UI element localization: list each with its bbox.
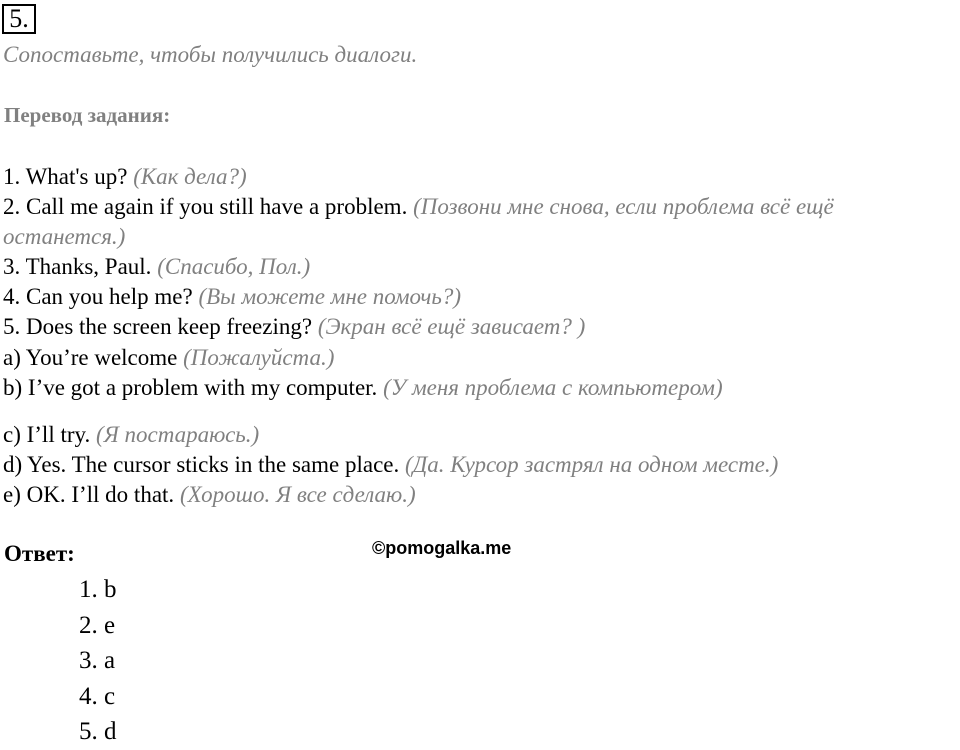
answer-list: [79, 572, 117, 750]
item-english: 4. Can you help me?: [3, 284, 193, 309]
item-translation: (Хорошо. Я все сделаю.): [179, 482, 416, 507]
item-translation: (Спасибо, Пол.): [157, 254, 311, 279]
answer-item-5: 5. d: [79, 718, 117, 745]
task-number: 5.: [2, 4, 36, 34]
dialogue-item-c: [3, 421, 259, 449]
item-english: 2. Call me again if you still have a problem.: [3, 194, 408, 219]
task-instruction: Сопоставьте, чтобы получились диалоги.: [3, 42, 418, 67]
item-english: b) I’ve got a problem with my computer.: [3, 375, 378, 400]
dialogue-item-4: [3, 283, 461, 311]
dialogue-item-1: [3, 163, 247, 191]
answer-item-1: 1. b: [79, 576, 117, 603]
dialogue-item-a: [3, 344, 334, 372]
answer-heading: Ответ:: [4, 541, 75, 566]
dialogue-item-2: [3, 192, 958, 252]
item-translation: (У меня проблема с компьютером): [383, 375, 723, 400]
answer-item-3: 3. a: [79, 647, 116, 674]
item-english: a) You’re welcome: [3, 345, 178, 370]
item-english: d) Yes. The cursor sticks in the same place.: [3, 452, 400, 477]
dialogue-item-e: [3, 481, 416, 509]
item-translation: (Позвони мне снова, если проблема всё ещё останется.): [3, 194, 834, 249]
answer-item-4: 4. c: [79, 682, 116, 710]
item-english: e) OK. I’ll do that.: [3, 482, 175, 507]
item-english: 1. What's up?: [3, 164, 128, 189]
dialogue-item-d: [3, 451, 778, 479]
item-translation: (Пожалуйста.): [183, 345, 335, 370]
item-english: 3. Thanks, Paul.: [3, 254, 152, 279]
item-translation: (Экран всё ещё зависает? ): [317, 314, 586, 339]
translation-heading: Перевод задания:: [4, 103, 171, 127]
watermark: ©pomogalka.me: [372, 538, 512, 558]
dialogue-item-b: [3, 374, 723, 402]
answer-item-2: 2. e: [79, 611, 116, 639]
dialogue-item-5: [3, 313, 585, 341]
item-english: 5. Does the screen keep freezing?: [3, 314, 313, 339]
item-translation: (Да. Курсор застрял на одном месте.): [405, 452, 779, 477]
item-english: c) I’ll try.: [3, 422, 91, 447]
item-translation: (Вы можете мне помочь?): [198, 284, 462, 309]
item-translation: (Как дела?): [133, 164, 247, 189]
dialogue-item-3: [3, 253, 310, 281]
item-translation: (Я постараюсь.): [96, 422, 260, 447]
